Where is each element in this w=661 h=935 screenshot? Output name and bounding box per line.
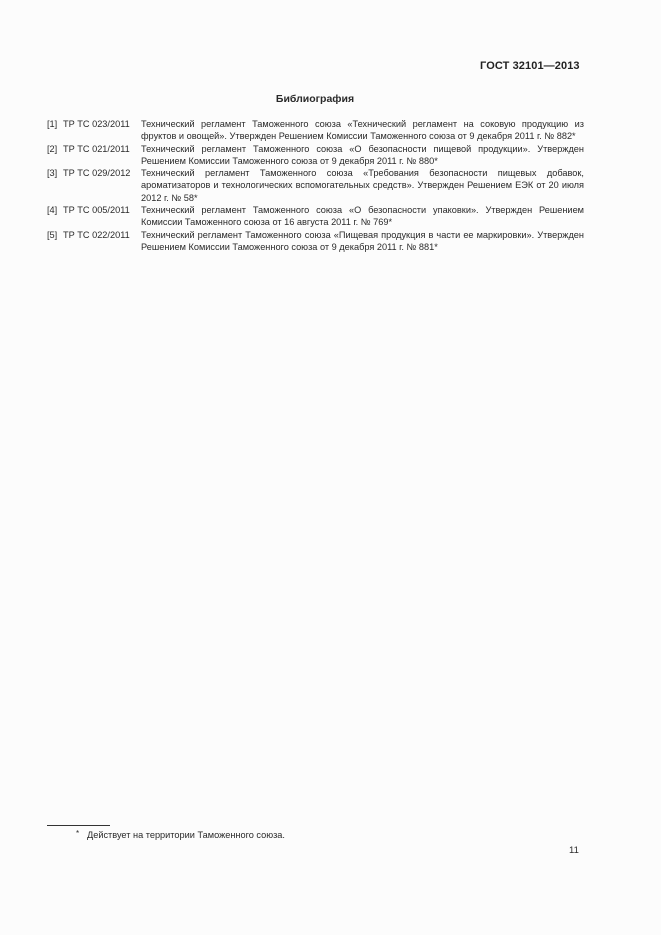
- footnote-mark: *: [76, 829, 80, 838]
- reference-number: [5]: [47, 229, 58, 240]
- bibliography-item: [47, 229, 584, 254]
- reference-text: Технический регламент Таможенного союза «Пищевая продукция в части ее маркировки». Утвержден Решением Комиссии Таможенного союза от 9 декабря 2011 г. № 881*: [141, 229, 584, 252]
- bibliography-list: [47, 118, 584, 253]
- bibliography-item: [47, 118, 584, 143]
- bibliography-item: [47, 167, 584, 204]
- footnote: [76, 829, 285, 840]
- reference-code: ТР ТС 029/2012: [63, 168, 131, 179]
- reference-number: [2]: [47, 143, 58, 154]
- footnote-text: Действует на территории Таможенного союза.: [87, 830, 285, 840]
- reference-code: ТР ТС 022/2011: [63, 229, 130, 240]
- reference-text: Технический регламент Таможенного союза «Требования безопасности пищевых добавок, ароматизаторов и технологических вспомогательных средств». Утвержден Решением ЕЭК от 20 июля 2012 г. № 58*: [141, 168, 584, 203]
- footnote-separator: [47, 825, 110, 826]
- bibliography-title: Библиография: [275, 93, 355, 105]
- standard-designation: ГОСТ 32101—2013: [480, 60, 580, 72]
- reference-code: ТР ТС 023/2011: [63, 119, 130, 129]
- reference-text: Технический регламент Таможенного союза «Технический регламент на соковую продукцию из фруктов и овощей». Утвержден Решением Комиссии Таможенного союза от 9 декабря 2011 г. № 882*: [141, 119, 584, 142]
- reference-text: Технический регламент Таможенного союза «О безопасности пищевой продукции». Утвержден Решением Комиссии Таможенного союза от 9 декабря 2011 г. № 880*: [141, 143, 584, 166]
- reference-code: ТР ТС 021/2011: [63, 143, 130, 154]
- reference-number: [3]: [47, 168, 58, 179]
- reference-text: Технический регламент Таможенного союза «О безопасности упаковки». Утвержден Решением Комиссии Таможенного союза от 16 августа 2011 г. № 769*: [141, 205, 584, 228]
- bibliography-item: [47, 143, 584, 168]
- reference-number: [4]: [47, 205, 58, 216]
- reference-number: [1]: [47, 119, 58, 129]
- reference-code: ТР ТС 005/2011: [63, 205, 130, 216]
- bibliography-item: [47, 204, 584, 229]
- page-number: 11: [569, 845, 579, 856]
